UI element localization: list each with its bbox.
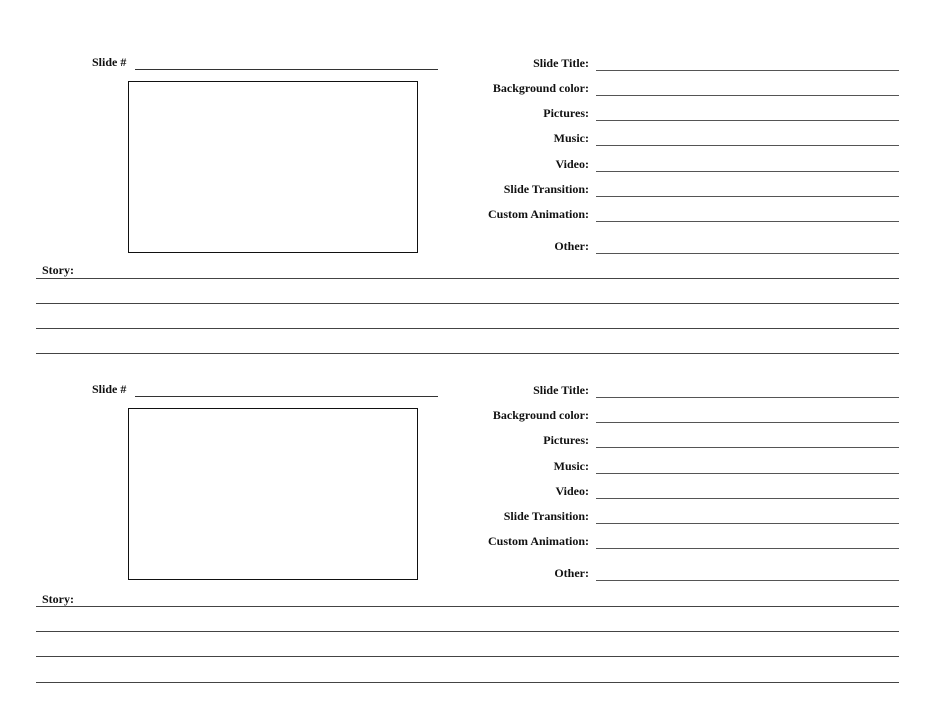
field-slide-title bbox=[440, 56, 900, 76]
field-other bbox=[440, 239, 900, 259]
field-slide-transition bbox=[440, 509, 900, 529]
field-slide-title bbox=[440, 383, 900, 403]
story-label: Story: bbox=[42, 263, 74, 277]
slide-title-label: Slide Title: bbox=[533, 56, 589, 70]
field-video bbox=[440, 484, 900, 504]
pictures-field[interactable] bbox=[596, 120, 899, 121]
pictures-label: Pictures: bbox=[543, 433, 589, 447]
music-label: Music: bbox=[553, 459, 589, 473]
slide-number-label: Slide # bbox=[92, 55, 127, 69]
storyboard-panel-2 bbox=[0, 327, 942, 657]
field-background-color bbox=[440, 81, 900, 101]
field-custom-animation bbox=[440, 534, 900, 554]
story-line[interactable] bbox=[36, 656, 899, 657]
background-color-label: Background color: bbox=[492, 408, 589, 422]
story-line[interactable] bbox=[36, 278, 899, 279]
background-color-field[interactable] bbox=[596, 95, 899, 96]
slide-title-field[interactable] bbox=[596, 70, 899, 71]
slide-sketch-box[interactable] bbox=[128, 81, 418, 253]
slide-title-field[interactable] bbox=[596, 397, 899, 398]
storyboard-panel-1 bbox=[0, 0, 942, 330]
slide-title-label: Slide Title: bbox=[533, 383, 589, 397]
other-field[interactable] bbox=[596, 580, 899, 581]
story-line[interactable] bbox=[36, 303, 899, 304]
slide-transition-field[interactable] bbox=[596, 523, 899, 524]
story-line[interactable] bbox=[36, 606, 899, 607]
custom-animation-field[interactable] bbox=[596, 548, 899, 549]
field-video bbox=[440, 157, 900, 177]
video-label: Video: bbox=[555, 157, 589, 171]
story-line[interactable] bbox=[36, 682, 899, 683]
custom-animation-field[interactable] bbox=[596, 221, 899, 222]
story-label: Story: bbox=[42, 592, 74, 606]
field-pictures bbox=[440, 106, 900, 126]
slide-number-field[interactable] bbox=[135, 69, 438, 70]
music-field[interactable] bbox=[596, 473, 899, 474]
slide-number-field[interactable] bbox=[135, 396, 438, 397]
slide-number-label: Slide # bbox=[92, 382, 127, 396]
slide-transition-field[interactable] bbox=[596, 196, 899, 197]
video-label: Video: bbox=[555, 484, 589, 498]
video-field[interactable] bbox=[596, 498, 899, 499]
field-background-color bbox=[440, 408, 900, 428]
music-label: Music: bbox=[553, 131, 589, 145]
other-field[interactable] bbox=[596, 253, 899, 254]
other-label: Other: bbox=[554, 239, 589, 253]
slide-transition-label: Slide Transition: bbox=[503, 182, 589, 196]
field-music bbox=[440, 131, 900, 151]
pictures-field[interactable] bbox=[596, 447, 899, 448]
custom-animation-label: Custom Animation: bbox=[487, 534, 589, 548]
background-color-field[interactable] bbox=[596, 422, 899, 423]
field-pictures bbox=[440, 433, 900, 453]
field-custom-animation bbox=[440, 207, 900, 227]
story-line[interactable] bbox=[36, 631, 899, 632]
slide-transition-label: Slide Transition: bbox=[503, 509, 589, 523]
video-field[interactable] bbox=[596, 171, 899, 172]
custom-animation-label: Custom Animation: bbox=[487, 207, 589, 221]
music-field[interactable] bbox=[596, 145, 899, 146]
field-music bbox=[440, 459, 900, 479]
field-slide-transition bbox=[440, 182, 900, 202]
slide-sketch-box[interactable] bbox=[128, 408, 418, 580]
field-other bbox=[440, 566, 900, 586]
other-label: Other: bbox=[554, 566, 589, 580]
background-color-label: Background color: bbox=[492, 81, 589, 95]
pictures-label: Pictures: bbox=[543, 106, 589, 120]
